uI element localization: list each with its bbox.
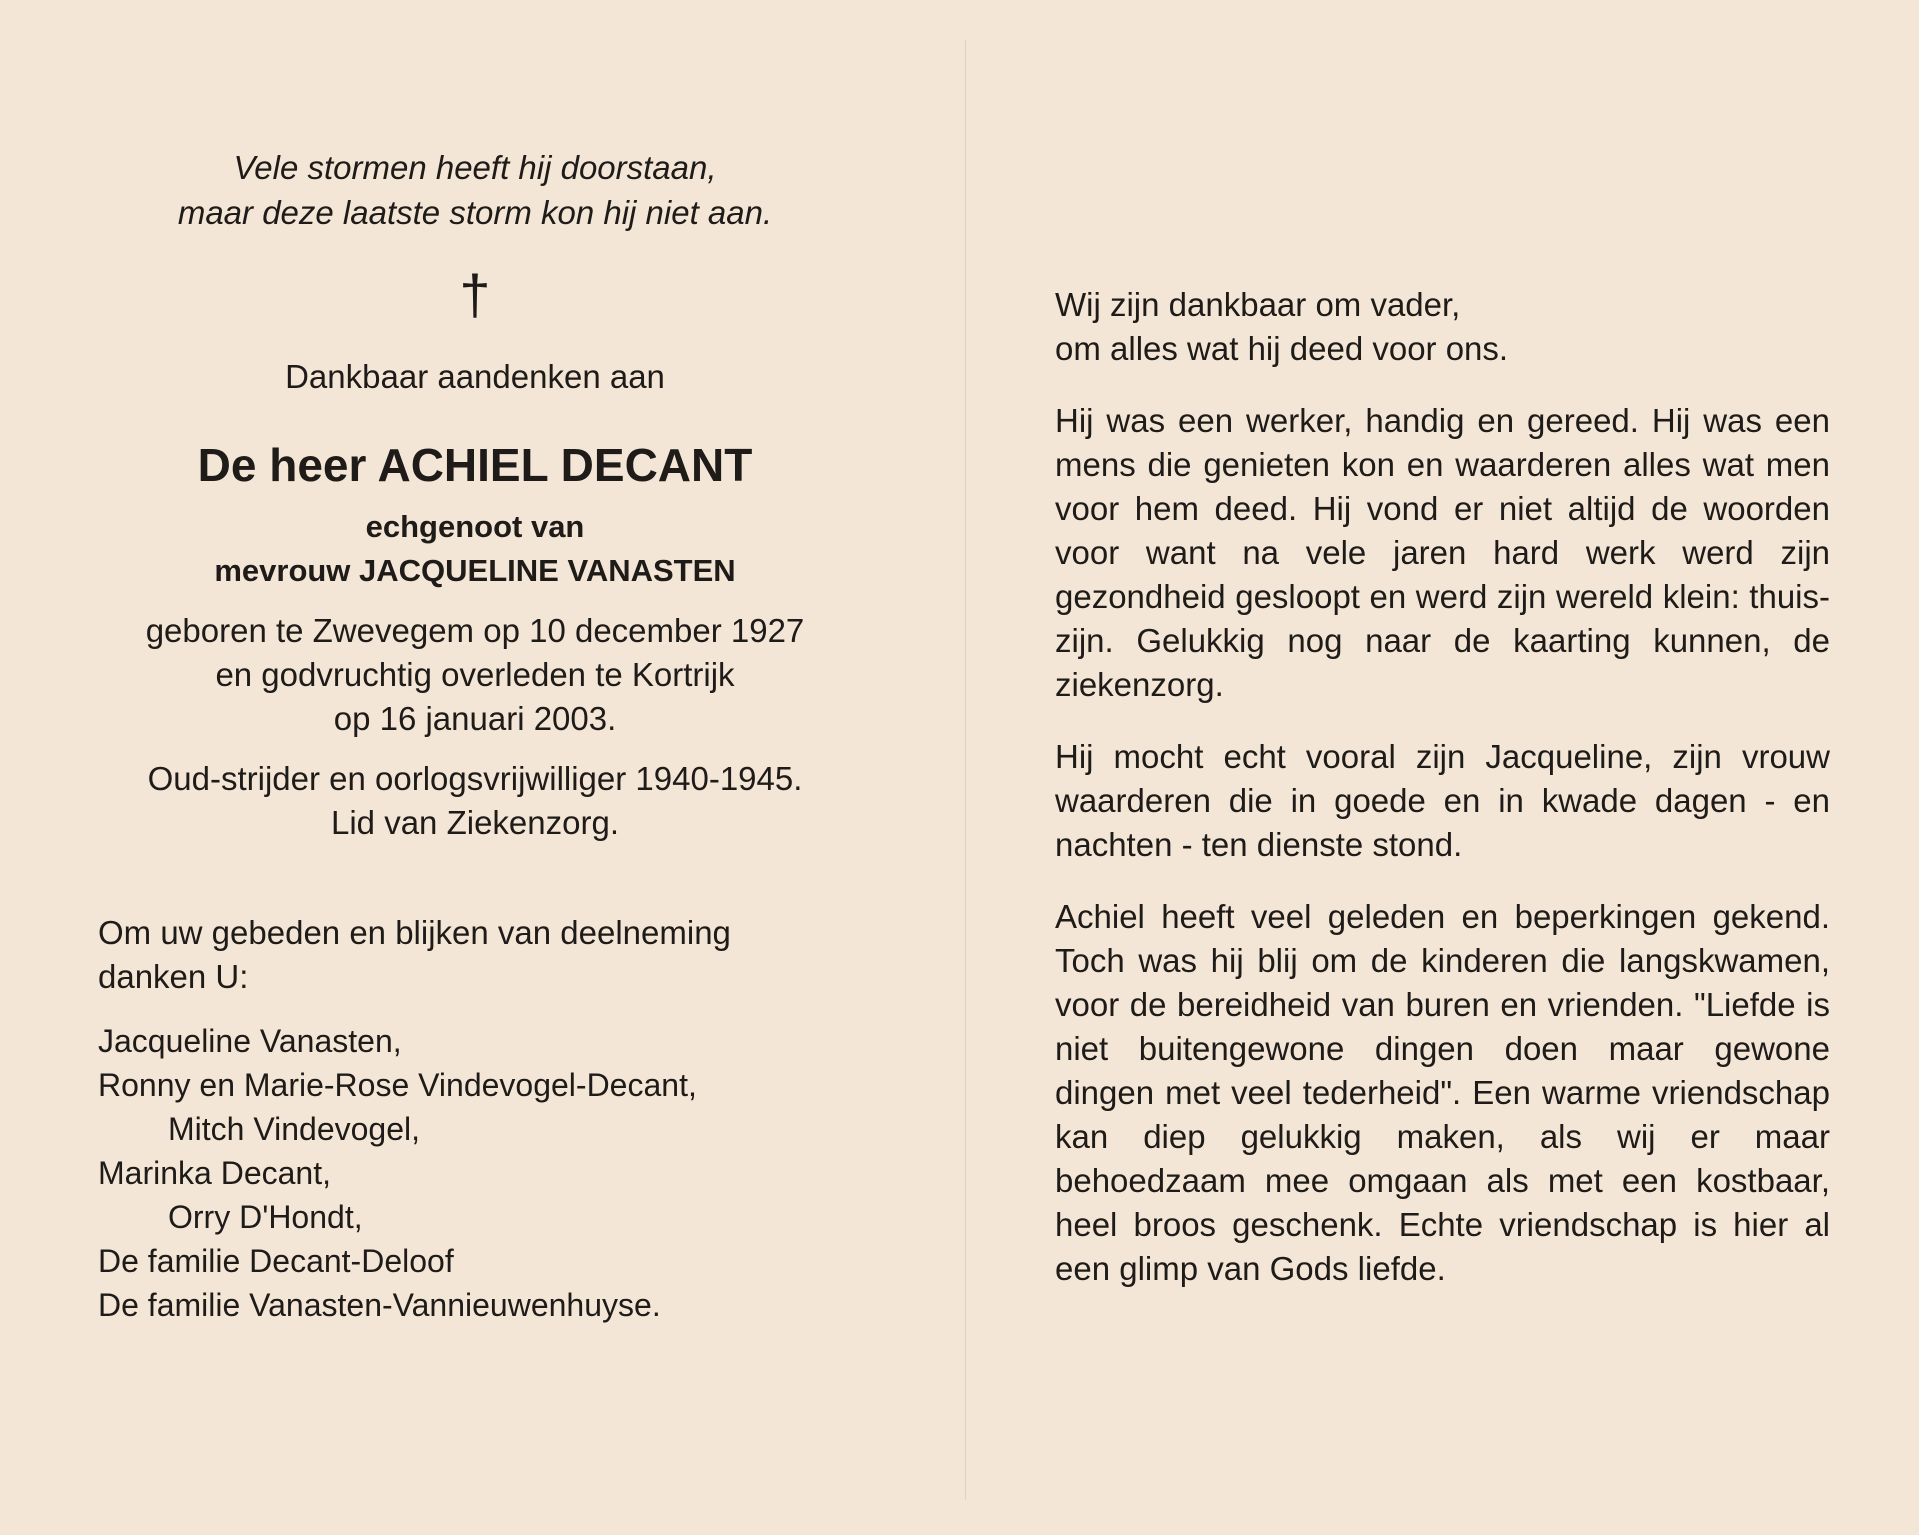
family-member: Mitch Vindevogel, xyxy=(168,1111,420,1147)
family-member: Orry D'Hondt, xyxy=(168,1199,363,1235)
service-line-2: Lid van Ziekenzorg. xyxy=(331,804,619,841)
motto xyxy=(95,145,855,235)
dates-line-3: op 16 januari 2003. xyxy=(333,700,617,737)
left-panel xyxy=(95,145,855,1327)
family-member: Ronny en Marie-Rose Vindevogel-Decant, xyxy=(98,1067,697,1103)
family-member: Jacqueline Vanasten, xyxy=(98,1023,402,1059)
service-block xyxy=(95,757,855,845)
gratitude-line-2: om alles wat hij deed voor ons. xyxy=(1055,330,1509,367)
deceased-name: De heer ACHIEL DECANT xyxy=(197,439,753,491)
card-fold-line xyxy=(965,40,966,1500)
family-member: Marinka Decant, xyxy=(98,1155,331,1191)
paragraph-worker: Hij was een werker, handig en gereed. Hij was een mens die genieten kon en waarderen alles wat men voor hem deed. Hij vond er niet altijd de woorden voor want na vele jaren hard werk werd zijn gezondheid gesloopt en werd zijn wereld klein: thuis-zijn. Gelukkig nog naar de kaarting kunnen, de ziekenzorg. xyxy=(1055,402,1830,703)
cross-icon: † xyxy=(459,263,491,326)
family-list xyxy=(95,1019,855,1327)
thanks-line-1: Om uw gebeden en blijken van deelneming xyxy=(98,914,731,951)
motto-line-1: Vele stormen heeft hij doorstaan, xyxy=(233,149,717,186)
dates-line-2: en godvruchtig overleden te Kortrijk xyxy=(215,656,735,693)
family-member: De familie Decant-Deloof xyxy=(98,1243,454,1279)
spouse-block xyxy=(95,505,855,593)
spouse-line-2: mevrouw JACQUELINE VANASTEN xyxy=(214,553,736,588)
service-line-1: Oud-strijder en oorlogsvrijwilliger 1940-1945. xyxy=(147,760,803,797)
intro-text: Dankbaar aandenken aan xyxy=(285,358,665,395)
gratitude-line-1: Wij zijn dankbaar om vader, xyxy=(1055,286,1461,323)
family-member: De familie Vanasten-Vannieuwenhuyse. xyxy=(98,1287,661,1323)
paragraph-gratitude xyxy=(1055,283,1830,371)
dates-line-1: geboren te Zwevegem op 10 december 1927 xyxy=(145,612,805,649)
paragraph-jacqueline: Hij mocht echt vooral zijn Jacqueline, zijn vrouw waarderen die in goede en in kwade dagen - en nachten - ten dienste stond. xyxy=(1055,738,1830,863)
dates-block xyxy=(95,609,855,741)
spouse-line-1: echgenoot van xyxy=(365,509,585,544)
thanks-block xyxy=(95,911,855,999)
paragraph-friendship: Achiel heeft veel geleden en beperkingen gekend. Toch was hij blij om de kinderen die langskwamen, voor de bereidheid van buren en vrienden. "Liefde is niet buitengewone dingen doen maar gewone dingen met veel tederheid". Een warme vriendschap kan diep gelukkig maken, als wij er maar behoedzaam mee omgaan als met een kostbaar, heel broos geschenk. Echte vriendschap is hier al een glimp van Gods liefde. xyxy=(1055,898,1830,1287)
right-panel xyxy=(1055,283,1830,1319)
thanks-line-2: danken U: xyxy=(98,958,249,995)
motto-line-2: maar deze laatste storm kon hij niet aan. xyxy=(177,194,773,231)
